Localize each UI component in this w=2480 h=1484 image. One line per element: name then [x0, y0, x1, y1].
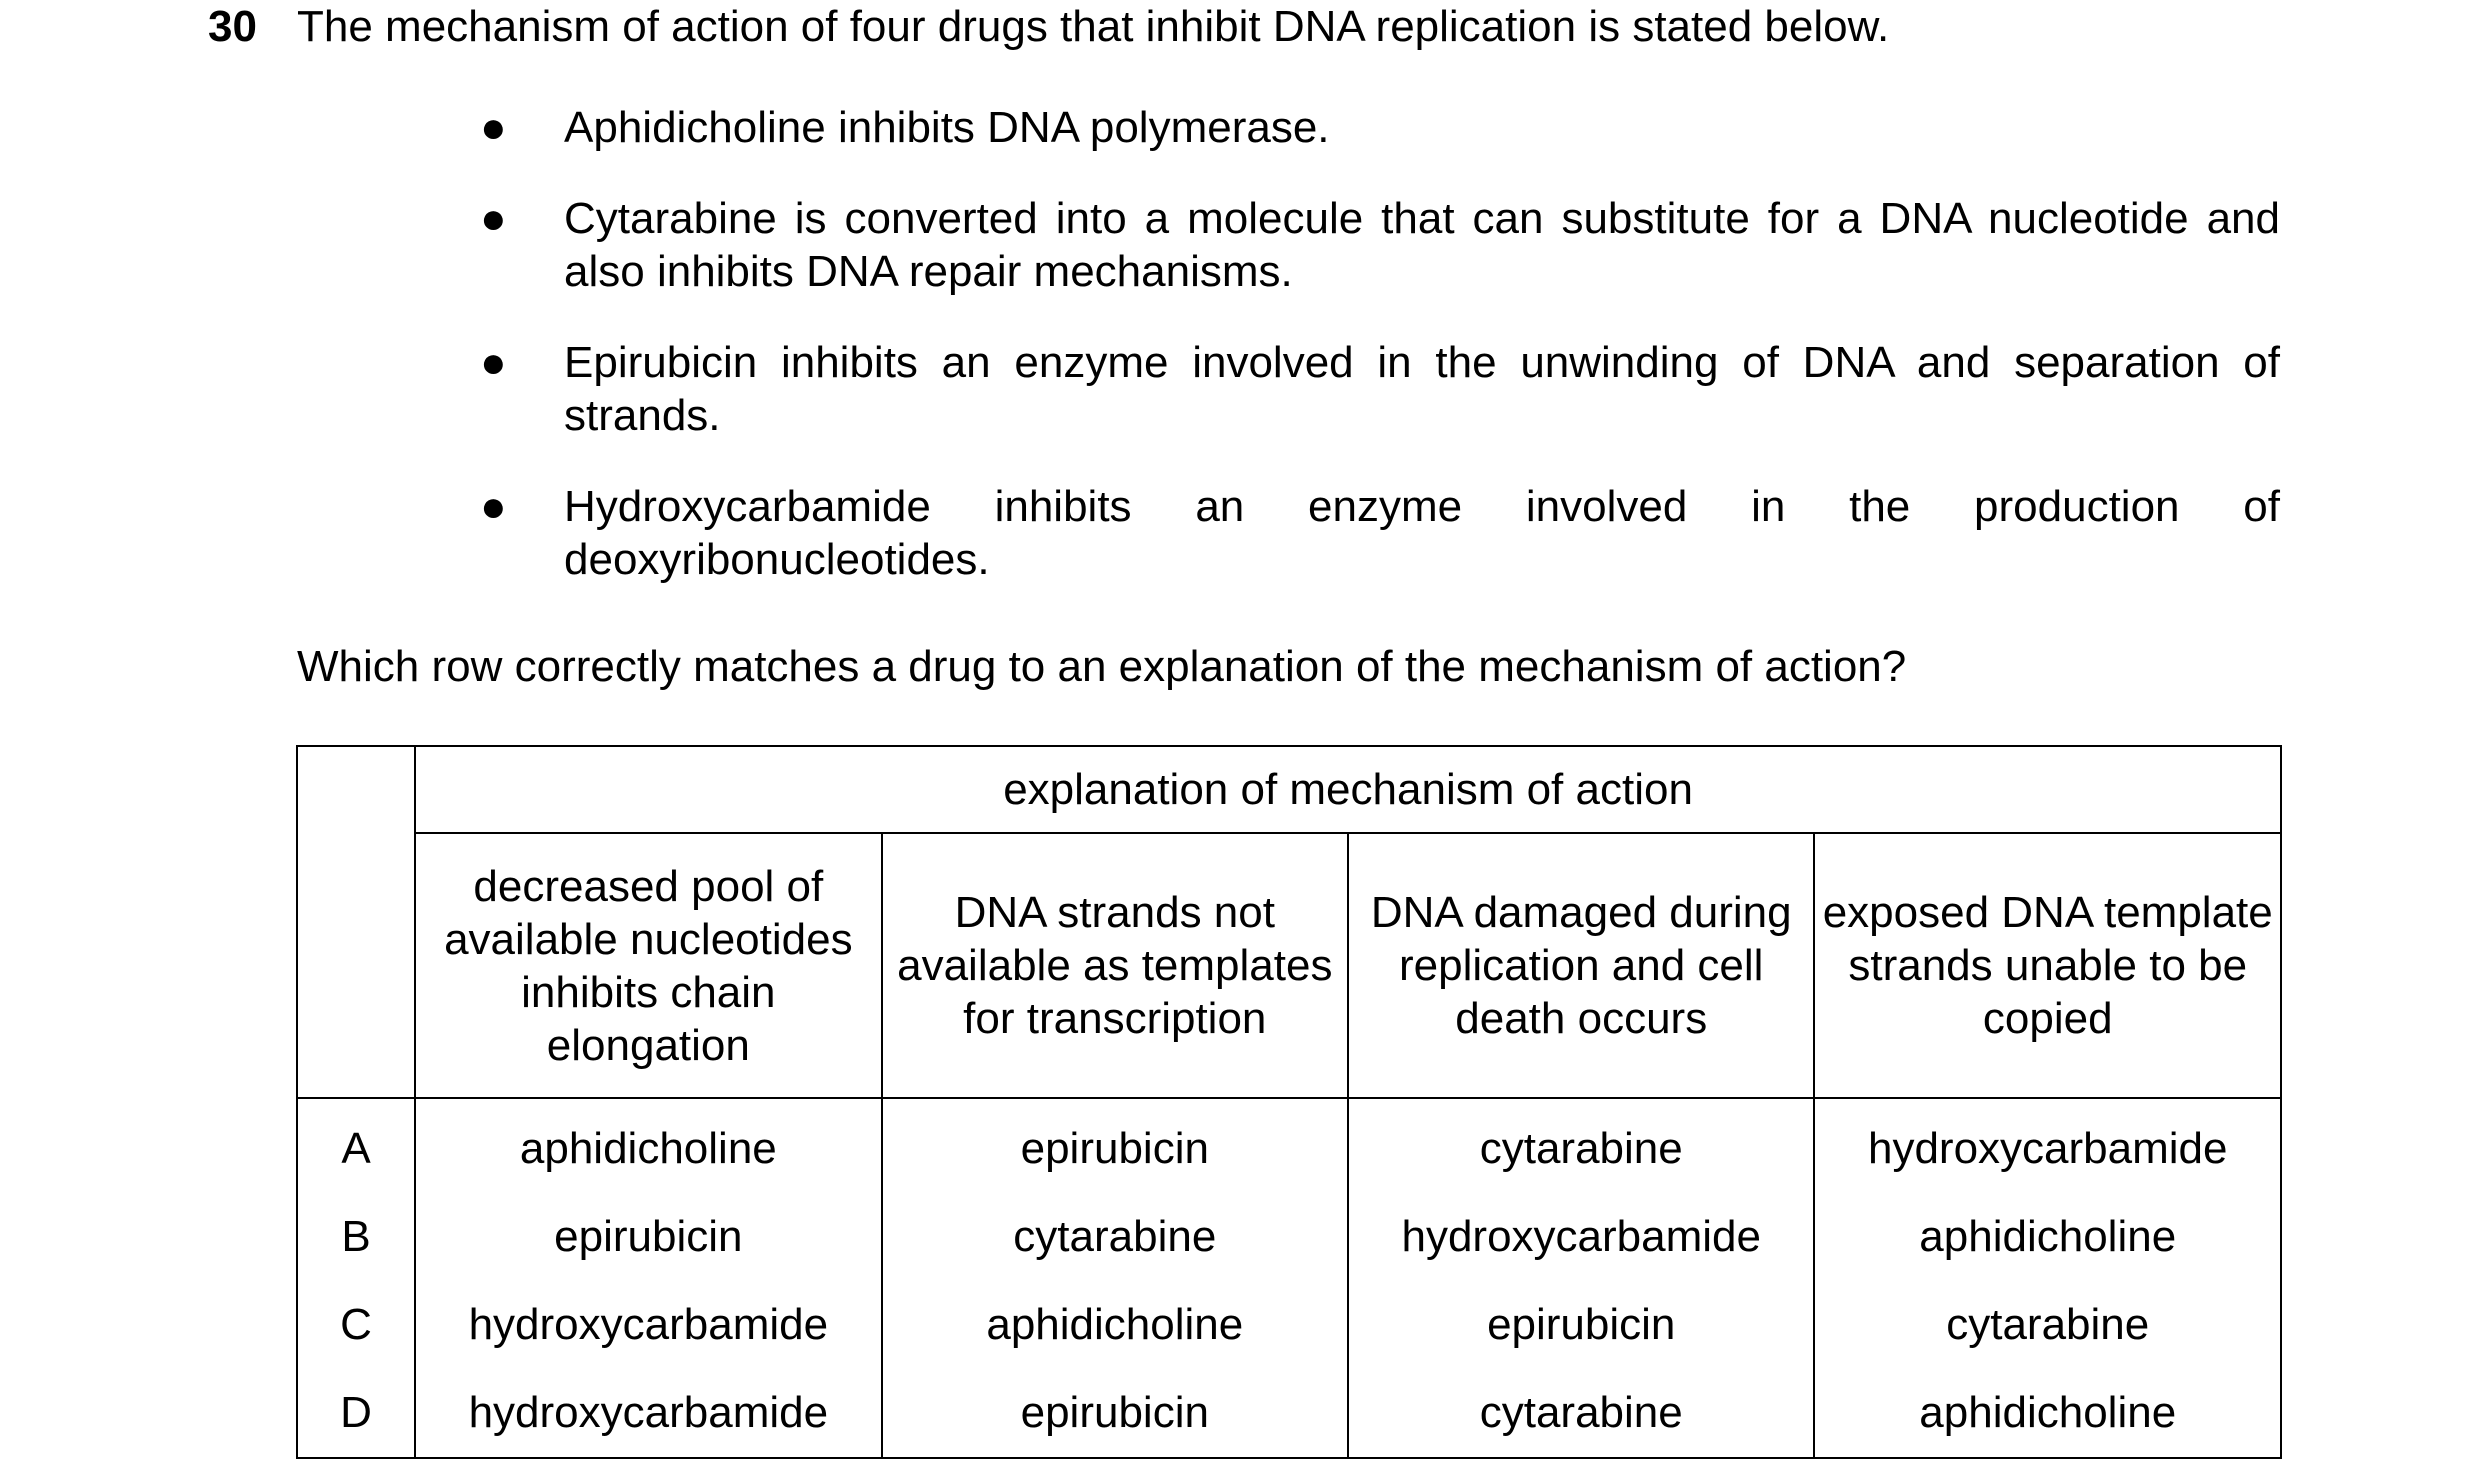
table-row — [297, 1098, 2281, 1193]
bullet-text: Hydroxycarbamide inhibits an enzyme involved in the production of deoxyribonucleotides. — [564, 482, 2280, 584]
table-cell: cytarabine — [1348, 1098, 1814, 1193]
bullet-text: Cytarabine is converted into a molecule that can substitute for a DNA nucleotide and also inhibits DNA repair mechanisms. — [564, 194, 2280, 296]
bullet-icon: ● — [480, 482, 507, 531]
table-cell: epirubicin — [415, 1193, 881, 1281]
row-letter: A — [297, 1098, 415, 1193]
row-letter: C — [297, 1281, 415, 1369]
table-cell: aphidicholine — [1814, 1193, 2281, 1281]
column-header-nucleotide-pool: decreased pool of available nucleotides inhibits chain elongation — [415, 833, 881, 1098]
question-stem: The mechanism of action of four drugs that inhibit DNA replication is stated below. — [297, 2, 1890, 51]
column-header-template-uncopied: exposed DNA template strands unable to be copied — [1814, 833, 2281, 1098]
group-header-row — [297, 746, 2281, 833]
table-cell: cytarabine — [1348, 1369, 1814, 1458]
table-cell: epirubicin — [1348, 1281, 1814, 1369]
bullet-text: Aphidicholine inhibits DNA polymerase. — [564, 103, 1330, 152]
bullet-icon: ● — [480, 338, 507, 387]
bullet-item-hydroxycarbamide — [480, 480, 2280, 586]
column-header-no-templates: DNA strands not available as templates for transcription — [882, 833, 1348, 1098]
table-cell: aphidicholine — [1814, 1369, 2281, 1458]
table-cell: epirubicin — [882, 1098, 1348, 1193]
table-cell: hydroxycarbamide — [415, 1369, 881, 1458]
table-row — [297, 1369, 2281, 1458]
bullet-icon: ● — [480, 103, 507, 152]
table-cell: hydroxycarbamide — [1814, 1098, 2281, 1193]
table-cell: cytarabine — [882, 1193, 1348, 1281]
group-header: explanation of mechanism of action — [415, 746, 2281, 833]
corner-cell — [297, 746, 415, 1098]
table-cell: cytarabine — [1814, 1281, 2281, 1369]
bullet-item-aphidicholine — [480, 101, 2280, 154]
question-prompt: Which row correctly matches a drug to an explanation of the mechanism of action? — [297, 642, 1907, 691]
column-header-row — [297, 833, 2281, 1098]
bullet-icon: ● — [480, 194, 507, 243]
answer-options-table — [296, 745, 2282, 1459]
table-cell: aphidicholine — [882, 1281, 1348, 1369]
table-cell: epirubicin — [882, 1369, 1348, 1458]
table-row — [297, 1281, 2281, 1369]
bullet-item-cytarabine — [480, 192, 2280, 298]
table-cell: hydroxycarbamide — [1348, 1193, 1814, 1281]
table-cell: aphidicholine — [415, 1098, 881, 1193]
bullet-item-epirubicin — [480, 336, 2280, 442]
table-row — [297, 1193, 2281, 1281]
row-letter: B — [297, 1193, 415, 1281]
drug-mechanism-list — [480, 101, 2280, 624]
column-header-dna-damaged: DNA damaged during replication and cell death occurs — [1348, 833, 1814, 1098]
question-number: 30 — [208, 2, 257, 51]
table-cell: hydroxycarbamide — [415, 1281, 881, 1369]
bullet-text: Epirubicin inhibits an enzyme involved in the unwinding of DNA and separation of strands. — [564, 338, 2280, 440]
row-letter: D — [297, 1369, 415, 1458]
